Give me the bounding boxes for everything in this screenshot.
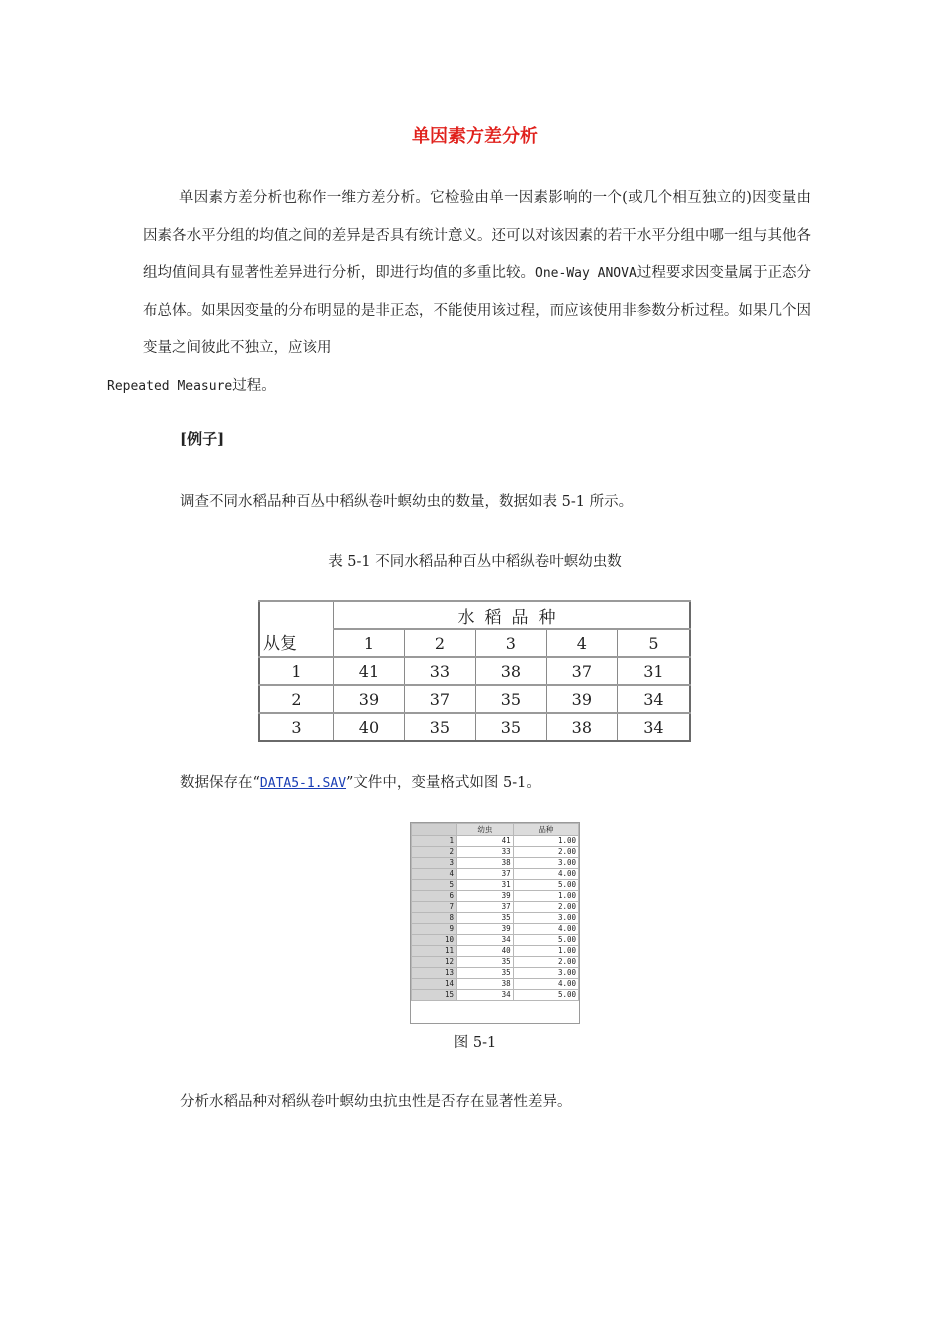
spss-cell[interactable]: 2.00	[513, 902, 578, 913]
data-table	[258, 600, 691, 742]
row-label: 3	[259, 713, 334, 741]
intro-text-2: 过程要求因变量属于正态分布总体。如果因变量的分布明显的是非正态，不能使用该过程，而应该使用非参数分析过程。如果几个因变量之间彼此不独立，应该用	[143, 265, 812, 356]
figure-caption: 图 5-1	[453, 1035, 497, 1051]
spss-row-number: 8	[412, 913, 457, 924]
spss-cell[interactable]: 38	[457, 858, 514, 869]
spss-row	[412, 902, 579, 913]
table-row	[259, 657, 690, 685]
spss-row-number: 1	[412, 836, 457, 847]
spss-row	[412, 891, 579, 902]
spss-column-header: 幼虫	[457, 824, 514, 836]
spss-cell[interactable]: 41	[457, 836, 514, 847]
spss-cell[interactable]: 1.00	[513, 891, 578, 902]
spss-cell[interactable]: 4.00	[513, 869, 578, 880]
spss-cell[interactable]: 5.00	[513, 935, 578, 946]
intro-mono-2: Repeated Measure	[107, 378, 233, 394]
spss-row-number: 7	[412, 902, 457, 913]
table-cell: 37	[546, 657, 617, 685]
spss-row-number: 13	[412, 968, 457, 979]
spss-row-number: 9	[412, 924, 457, 935]
spss-row-number: 15	[412, 990, 457, 1001]
table-cell: 35	[404, 713, 475, 741]
intro-text-1: 单因素方差分析也称作一维方差分析。它检验由单一因素影响的一个(或几个相互独立的)因变量由因素各水平分组的均值之间的差异是否具有统计意义。还可以对该因素的若干水平分组中哪一组与其他各组均值间具有显著性差异进行分析，即进行均值的多重比较。	[143, 190, 811, 281]
spss-cell[interactable]: 35	[457, 957, 514, 968]
spss-cell[interactable]: 34	[457, 990, 514, 1001]
spss-row	[412, 924, 579, 935]
spss-row	[412, 836, 579, 847]
intro-text-3: 过程。	[232, 377, 276, 394]
spss-cell[interactable]: 35	[457, 968, 514, 979]
spss-cell[interactable]: 38	[457, 979, 514, 990]
column-header: 3	[475, 629, 546, 657]
spss-cell[interactable]: 3.00	[513, 968, 578, 979]
data-file-link[interactable]: DATA5-1.SAV	[259, 776, 347, 791]
spss-row-number: 10	[412, 935, 457, 946]
spss-row	[412, 946, 579, 957]
table-caption: 表 5-1 不同水稻品种百丛中稻纵卷叶螟幼虫数	[328, 554, 622, 570]
example-heading: [例子]	[180, 430, 225, 448]
table-cell: 35	[475, 685, 546, 713]
spss-cell[interactable]: 5.00	[513, 880, 578, 891]
spss-cell[interactable]: 2.00	[513, 847, 578, 858]
spss-cell[interactable]: 31	[457, 880, 514, 891]
spss-cell[interactable]: 34	[457, 935, 514, 946]
spss-row-number: 5	[412, 880, 457, 891]
spss-row	[412, 858, 579, 869]
spss-cell[interactable]: 4.00	[513, 924, 578, 935]
column-header: 4	[546, 629, 617, 657]
spss-row-number: 12	[412, 957, 457, 968]
spss-corner	[412, 824, 457, 836]
row-label: 2	[259, 685, 334, 713]
data-note	[180, 771, 541, 792]
spss-cell[interactable]: 3.00	[513, 858, 578, 869]
data-note-prefix: 数据保存在“	[180, 775, 260, 791]
table-cell: 38	[475, 657, 546, 685]
table-cell: 39	[334, 685, 405, 713]
column-header: 2	[404, 629, 475, 657]
spss-cell[interactable]: 5.00	[513, 990, 578, 1001]
spss-row-number: 4	[412, 869, 457, 880]
spss-cell[interactable]: 35	[457, 913, 514, 924]
spss-row-number: 2	[412, 847, 457, 858]
spss-row	[412, 869, 579, 880]
row-header: 从复	[259, 601, 334, 657]
data-note-suffix: ”文件中，变量格式如图 5-1。	[346, 775, 541, 791]
spss-column-header: 品种	[513, 824, 578, 836]
table-cell: 38	[546, 713, 617, 741]
spss-cell[interactable]: 4.00	[513, 979, 578, 990]
intro-paragraph	[107, 180, 812, 405]
intro-mono-1: One-Way ANOVA	[535, 266, 637, 281]
column-header: 1	[334, 629, 405, 657]
spss-row-number: 6	[412, 891, 457, 902]
column-header: 5	[617, 629, 690, 657]
table-cell: 37	[404, 685, 475, 713]
spss-row	[412, 913, 579, 924]
spss-row	[412, 880, 579, 891]
spss-cell[interactable]: 1.00	[513, 946, 578, 957]
spss-data-view	[410, 822, 580, 1024]
table-cell: 34	[617, 685, 690, 713]
table-cell: 39	[546, 685, 617, 713]
spss-row-number: 11	[412, 946, 457, 957]
spss-row	[412, 990, 579, 1001]
spss-row	[412, 935, 579, 946]
spss-row	[412, 979, 579, 990]
question-text: 分析水稻品种对稻纵卷叶螟幼虫抗虫性是否存在显著性差异。	[180, 1094, 572, 1110]
spss-grid	[411, 823, 579, 1001]
spss-row-number: 14	[412, 979, 457, 990]
group-header: 水稻品种	[334, 601, 691, 629]
spss-cell[interactable]: 37	[457, 869, 514, 880]
spss-row	[412, 957, 579, 968]
spss-cell[interactable]: 39	[457, 924, 514, 935]
spss-row-number: 3	[412, 858, 457, 869]
page-title: 单因素方差分析	[412, 126, 538, 147]
table-row	[259, 713, 690, 741]
table-cell: 35	[475, 713, 546, 741]
spss-row	[412, 847, 579, 858]
table-row	[259, 685, 690, 713]
spss-cell[interactable]: 3.00	[513, 913, 578, 924]
data-table-wrapper	[258, 600, 691, 739]
table-cell: 31	[617, 657, 690, 685]
table-cell: 40	[334, 713, 405, 741]
example-text: 调查不同水稻品种百丛中稻纵卷叶螟幼虫的数量，数据如表 5-1 所示。	[180, 494, 634, 510]
spss-cell[interactable]: 33	[457, 847, 514, 858]
spss-row	[412, 968, 579, 979]
spss-cell[interactable]: 37	[457, 902, 514, 913]
spss-cell[interactable]: 2.00	[513, 957, 578, 968]
spss-cell[interactable]: 39	[457, 891, 514, 902]
table-cell: 33	[404, 657, 475, 685]
table-cell: 34	[617, 713, 690, 741]
table-cell: 41	[334, 657, 405, 685]
spss-cell[interactable]: 40	[457, 946, 514, 957]
row-label: 1	[259, 657, 334, 685]
spss-cell[interactable]: 1.00	[513, 836, 578, 847]
